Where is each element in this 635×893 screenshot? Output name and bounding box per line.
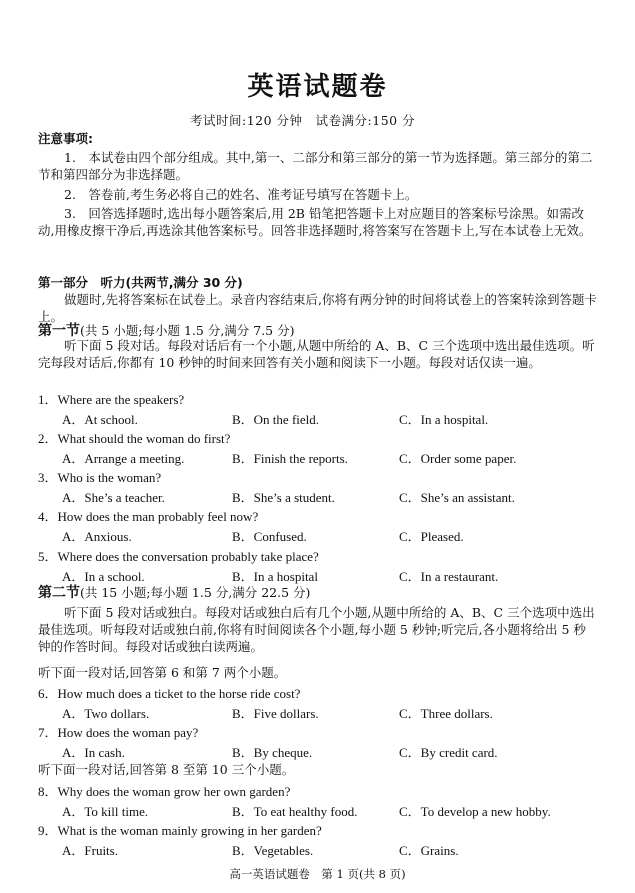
section-label: 第一节 [38,323,80,339]
option-c: C．In a hospital. [399,412,489,427]
notice-item: 2. 答卷前,考生务必将自己的姓名、准考证号填写在答题卡上。 [64,187,418,202]
option-a: A．Arrange a meeting. [62,451,185,466]
section-info: (共 15 小题;每小题 1.5 分,满分 22.5 分) [80,585,311,600]
option-b: B．On the field. [232,412,320,427]
section1-instruction: 听下面 5 段对话。每段对话后有一个小题,从题中所给的 A、B、C 三个选项中选出最佳选项。听完每段对话后,你都有 10 秒钟的时间来回答有关小题和阅读下一小题。每段对话仅读一遍。 [38,338,595,370]
option-b: B．Finish the reports. [232,451,348,466]
question-stem: 1．Where are the speakers? [38,392,185,407]
page-title: 英语试题卷 [247,72,388,102]
option-b: B．In a hospital [232,569,318,584]
option-c: C．Three dollars. [399,706,493,721]
question-stem: 8．Why does the woman grow her own garden? [38,784,291,799]
listening-cue: 听下面一段对话,回答第 8 至第 10 三个小题。 [38,762,295,777]
option-a: A．At school. [62,412,138,427]
listening-cue: 听下面一段对话,回答第 6 和第 7 两个小题。 [38,665,287,680]
option-b: B．Confused. [232,529,307,544]
option-b: B．Five dollars. [232,706,319,721]
option-b: B．By cheque. [232,745,313,760]
notice-heading: 注意事项: [38,131,93,146]
question-stem: 9．What is the woman mainly growing in her garden? [38,823,322,838]
page-footer: 高一英语试题卷 第 1 页(共 8 页) [229,867,406,881]
option-b: B．She’s a student. [232,490,335,505]
exam-info: 考试时间:120 分钟 试卷满分:150 分 [190,113,416,128]
option-c: C．Order some paper. [399,451,517,466]
section-info: (共 5 小题;每小题 1.5 分,满分 7.5 分) [80,323,295,338]
option-a: A．She’s a teacher. [62,490,165,505]
option-b: B．To eat healthy food. [232,804,358,819]
option-a: A．In a school. [62,569,145,584]
option-c: C．Grains. [399,843,459,858]
part1-instruction: 做题时,先将答案标在试卷上。录音内容结束后,你将有两分钟的时间将试卷上的答案转涂到答题卡上。 [38,292,597,324]
option-b: B．Vegetables. [232,843,314,858]
question-stem: 6．How much does a ticket to the horse ride cost? [38,686,301,701]
question-stem: 2．What should the woman do first? [38,431,231,446]
option-a: A．To kill time. [62,804,149,819]
option-a: A．In cash. [62,745,125,760]
question-stem: 4．How does the man probably feel now? [38,509,259,524]
section-label: 第二节 [38,585,80,601]
question-stem: 5．Where does the conversation probably take place? [38,549,319,564]
notice-item: 3. 回答选择题时,选出每小题答案后,用 2B 铅笔把答题卡上对应题目的答案标号涂黑。如需改动,用橡皮擦干净后,再选涂其他答案标号。回答非选择题时,将答案写在答题卡上,写在本试卷上无效。 [38,206,592,238]
question-stem: 7．How does the woman pay? [38,725,199,740]
option-a: A．Fruits. [62,843,118,858]
section2-heading [38,584,310,602]
section2-instruction: 听下面 5 段对话或独白。每段对话或独白后有几个小题,从题中所给的 A、B、C 三个选项中选出最佳选项。听每段对话或独白前,你将有时间阅读各个小题,每小题 5 秒钟;听完后,各小题将给出 5 秒钟的作答时间。每段对话或独白读两遍。 [38,605,595,654]
option-c: C．In a restaurant. [399,569,499,584]
option-c: C．Pleased. [399,529,464,544]
question-stem: 3．Who is the woman? [38,470,162,485]
option-c: C．She’s an assistant. [399,490,515,505]
option-a: A．Two dollars. [62,706,150,721]
option-c: C．To develop a new hobby. [399,804,551,819]
option-a: A．Anxious. [62,529,132,544]
option-c: C．By credit card. [399,745,498,760]
notice-item: 1. 本试卷由四个部分组成。其中,第一、二部分和第三部分的第一节为选择题。第三部分的第二节和第四部分为非选择题。 [38,150,593,182]
part1-heading: 第一部分 听力(共两节,满分 30 分) [38,275,243,290]
